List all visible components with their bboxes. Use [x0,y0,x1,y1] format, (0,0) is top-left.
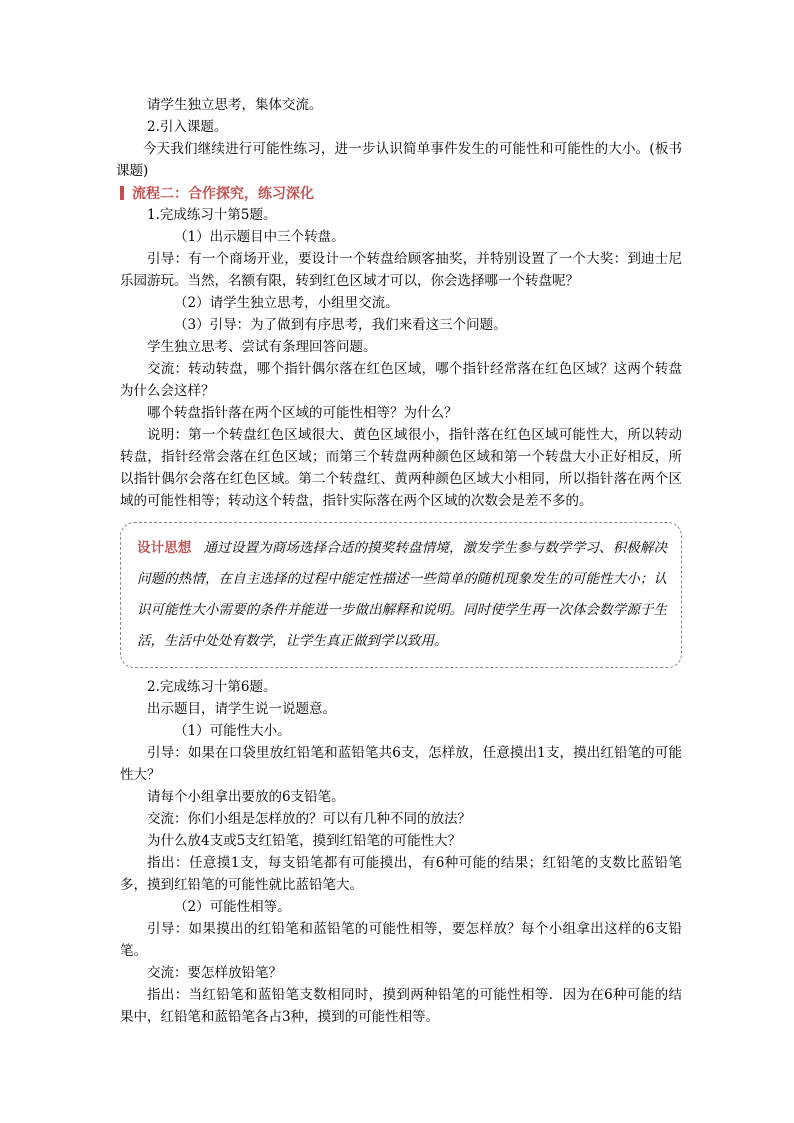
paragraph: （1）可能性大小。 [174,723,291,739]
paragraph: 交流：你们小组是怎样放的？可以有几种不同的放法？ [147,811,471,827]
paragraph: 1.完成练习十第5题。 [147,207,277,223]
document-page [116,94,682,1028]
paragraph: （2）可能性相等。 [174,899,291,915]
paragraph: 学生独立思考、尝试有条理回答问题。 [147,339,377,355]
paragraph: 交流：转动转盘，哪个指针偶尔落在红色区域，哪个指针经常落在红色区域？这两个转盘为什么会这样？ [120,361,682,399]
design-idea-label: 设计思想 [137,540,192,556]
design-idea-box [120,522,682,668]
paragraph: 引导：如果在口袋里放红铅笔和蓝铅笔共6支，怎样放，任意摸出1支，摸出红铅笔的可能性大？ [120,745,682,783]
paragraph: 今天我们继续进行可能性练习，进一步认识简单事件发生的可能性和可能性的大小。(板书课题) [116,141,682,179]
paragraph: 引导：如果摸出的红铅笔和蓝铅笔的可能性相等，要怎样放？每个小组拿出这样的6支铅笔。 [120,921,682,959]
paragraph: 请每个小组拿出要放的6支铅笔。 [147,789,345,805]
paragraph: 说明：第一个转盘红色区域很大、黄色区域很小，指针落在红色区域可能性大，所以转动转盘，指针经常会落在红色区域；而第三个转盘两种颜色区域和第一个转盘大小正好相反，所以指针偶尔会落在红色区域。第二个转盘红、黄两种颜色区域大小相同，所以指针落在两个区域的可能性相等；转动这个转盘，指针实际落在两个区域的次数会是差不多的。 [120,427,682,509]
paragraph: 2.引入课题。 [147,119,228,135]
design-idea-text [137,533,667,657]
paragraph: （3）引导：为了做到有序思考，我们来看这三个问题。 [174,317,507,333]
paragraph: 指出：任意摸1支，每支铅笔都有可能摸出，有6种可能的结果；红铅笔的支数比蓝铅笔多，摸到红铅笔的可能性就比蓝铅笔大。 [120,855,682,893]
paragraph: （2）请学生独立思考，小组里交流。 [174,295,399,311]
paragraph: （1）出示题目中三个转盘。 [174,229,345,245]
section-title: 流程二：合作探究，练习深化 [132,186,314,202]
section-heading [120,182,682,204]
design-idea-body: 通过设置为商场选择合适的摸奖转盘情境，激发学生参与数学学习、积极解决问题的热情，在自主选择的过程中能定性描述一些简单的随机现象发生的可能性大小；认识可能性大小需要的条件并能进一步做出解释和说明。同时使学生再一次体会数学源于生活，生活中处处有数学，让学生真正做到学以致用。 [137,540,668,649]
paragraph: 请学生独立思考，集体交流。 [147,97,323,113]
paragraph: 哪个转盘指针落在两个区域的可能性相等？为什么？ [147,405,458,421]
paragraph: 为什么放4支或5支红铅笔，摸到红铅笔的可能性大？ [147,833,462,849]
paragraph: 引导：有一个商场开业，要设计一个转盘给顾客抽奖，并特别设置了一个大奖：到迪士尼乐园游玩。当然，名额有限，转到红色区域才可以，你会选择哪一个转盘呢？ [120,251,682,289]
paragraph: 2.完成练习十第6题。 [147,679,277,695]
paragraph: 指出：当红铅笔和蓝铅笔支数相同时，摸到两种铅笔的可能性相等．因为在6种可能的结果中，红铅笔和蓝铅笔各占3种，摸到的可能性相等。 [120,987,682,1025]
paragraph: 交流：要怎样放铅笔？ [147,965,282,981]
paragraph: 出示题目，请学生说一说题意。 [147,701,336,717]
heading-bar-icon [120,186,124,200]
